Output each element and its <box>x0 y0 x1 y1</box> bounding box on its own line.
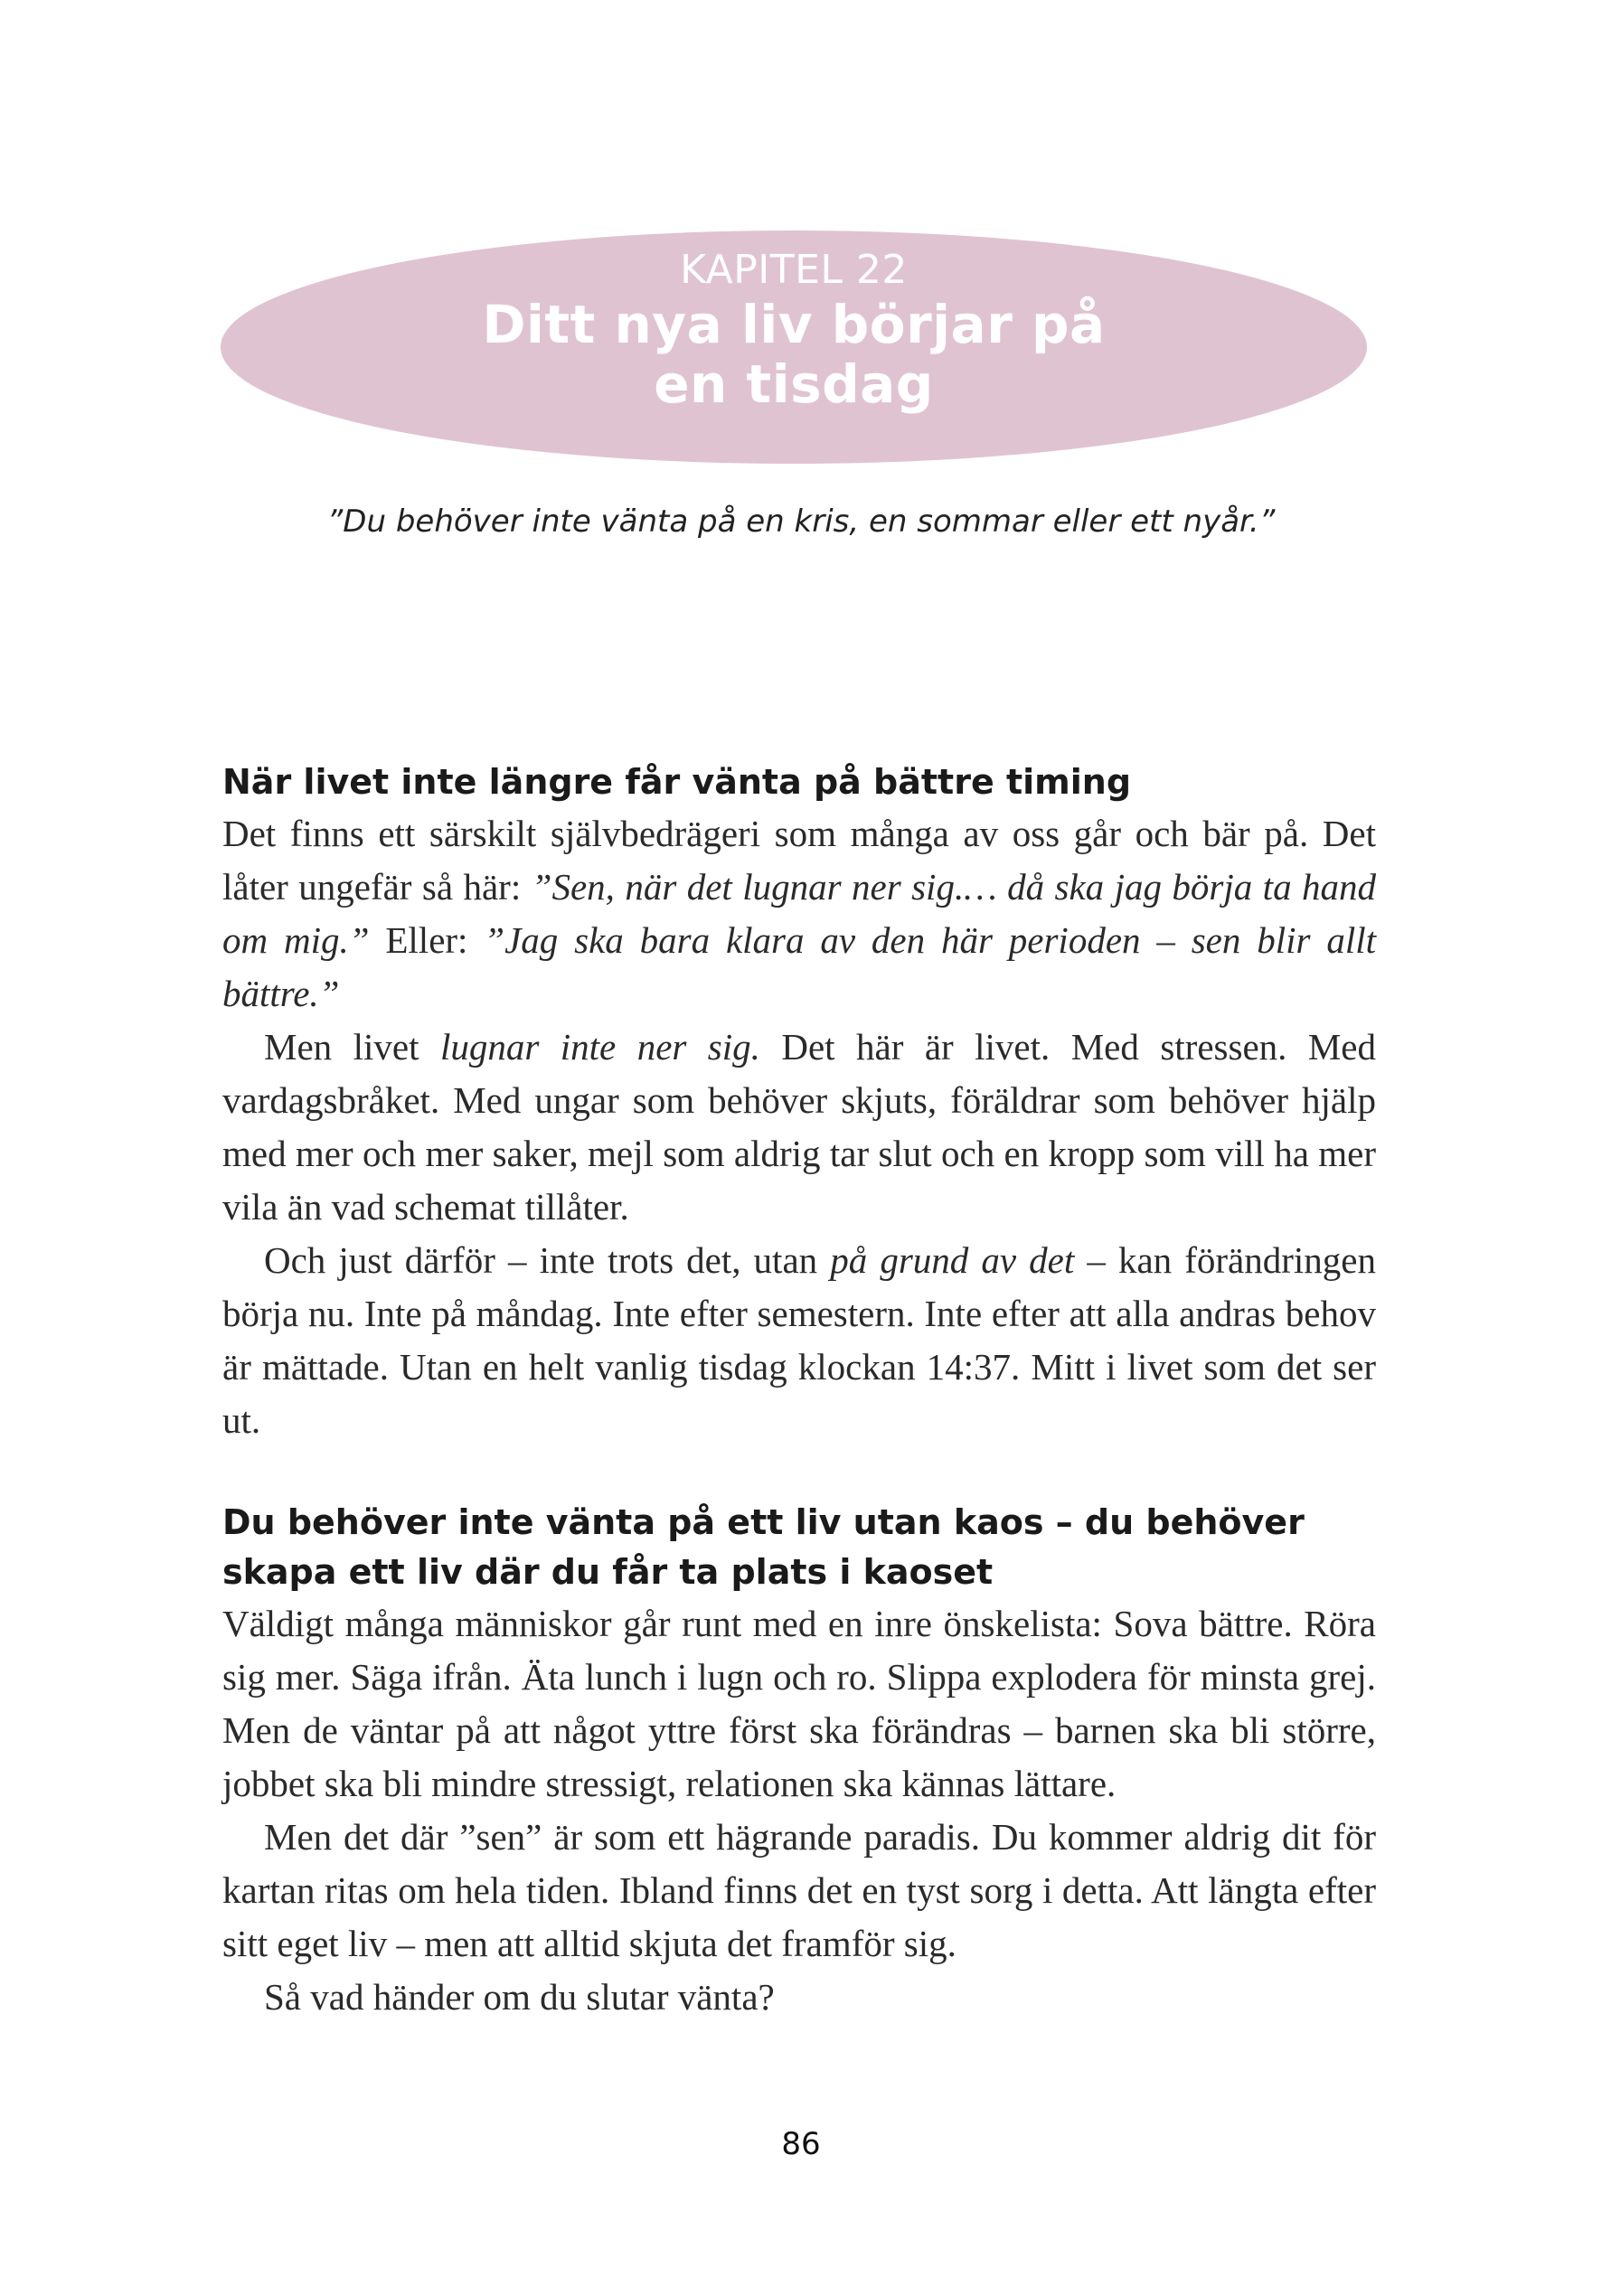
chapter-body <box>222 757 1376 2024</box>
chapter-header <box>221 246 1367 414</box>
chapter-title-line2: en tisdag <box>654 353 934 415</box>
section1-heading: När livet inte längre får vänta på bättre timing <box>222 762 1132 802</box>
section2-heading: Du behöver inte vänta på ett liv utan kaos – du behöver skapa ett liv där du får ta plats i kaoset <box>222 1502 1305 1592</box>
section2-paragraph-2: Men det där ”sen” är som ett hägrande paradis. Du kommer aldrig dit för kartan ritas om hela tiden. Ibland finns det en tyst sorg i detta. Att längta efter sitt eget liv – men att alltid skjuta det framför sig. <box>222 1816 1376 1964</box>
page-number: 86 <box>781 2126 821 2162</box>
chapter-title-line1: Ditt nya liv börjar på <box>482 294 1106 355</box>
section2-paragraph-1: Väldigt många människor går runt med en inre önskelista: Sova bättre. Röra sig mer. Säga ifrån. Äta lunch i lugn och ro. Slippa explodera för minsta grej. Men de väntar på att något yttre först ska förändras – barnen ska bli större, jobbet ska bli mindre stressigt, relationen ska kännas lättare. <box>222 1603 1376 1804</box>
epigraph: ”Du behöver inte vänta på en kris, en sommar eller ett nyår.” <box>326 503 1276 540</box>
chapter-label: KAPITEL 22 <box>680 247 908 293</box>
section1-paragraph-2: Men livet lugnar inte ner sig. Det här är livet. Med stressen. Med vardagsbråket. Med ungar som behöver skjuts, föräldrar som behöver hjälp med mer och mer saker, mejl som aldrig tar slut och en kropp som vill ha mer vila än vad schemat tillåter. <box>222 1026 1376 1228</box>
section1-paragraph-1: Det finns ett särskilt självbedrägeri som många av oss går och bär på. Det låter ungefär så här: ”Sen, när det lugnar ner sig.… då ska jag börja ta hand om mig.” Eller: ”Jag ska bara klara av den här perioden – sen blir allt bättre.” <box>222 813 1376 1014</box>
section2-paragraph-3: Så vad händer om du slutar vänta? <box>264 1976 775 2018</box>
section1-paragraph-3: Och just därför – inte trots det, utan på grund av det – kan förändringen börja nu. Inte på måndag. Inte efter semestern. Inte efter att alla andras behov är mättade. Utan en helt vanlig tisdag klockan 14:37. Mitt i livet som det ser ut. <box>222 1239 1376 1441</box>
